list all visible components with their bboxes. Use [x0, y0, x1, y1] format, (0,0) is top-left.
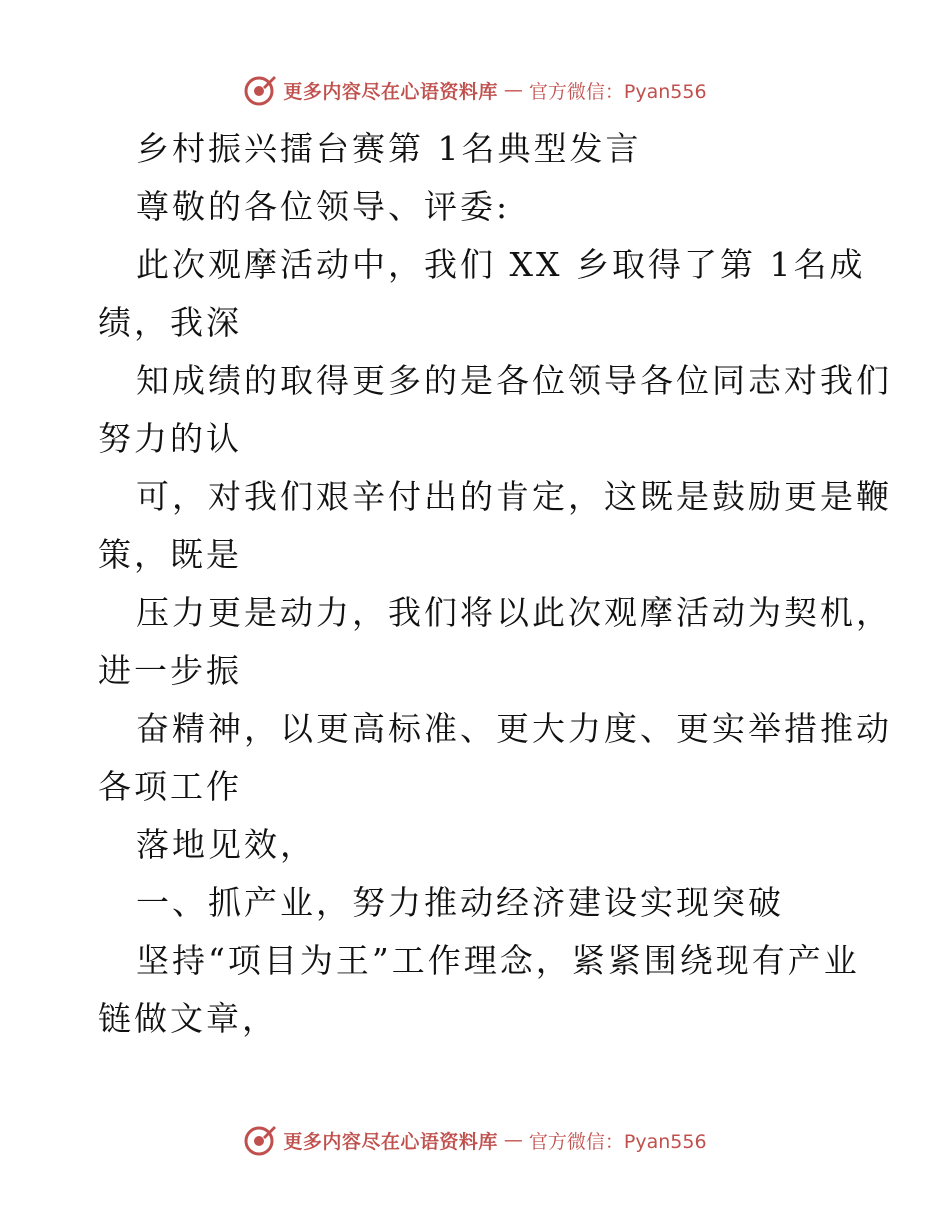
body-line: 策，既是: [98, 535, 242, 574]
watermark-brand-text: 更多内容尽在心语资料库: [283, 80, 498, 103]
body-line: 绩，我深: [98, 303, 242, 342]
body-line: 压力更是动力，我们将以此次观摩活动为契机，: [136, 593, 892, 632]
watermark-dash: —: [503, 1129, 523, 1151]
body-line: 落地见效，: [136, 825, 316, 864]
red-circle-pen-icon: [243, 1123, 277, 1157]
watermark-wechat-text: 官方微信：Pyan556: [528, 1130, 707, 1153]
body-line: 各项工作: [98, 767, 242, 806]
watermark-dash: —: [503, 79, 523, 101]
footer-watermark: [0, 1120, 950, 1160]
document-body: [98, 120, 892, 1048]
header-watermark: [0, 70, 950, 110]
body-line: 此次观摩活动中，我们 XX 乡取得了第 1名成: [136, 245, 866, 284]
body-line: 奋精神，以更高标准、更大力度、更实举措推动: [136, 709, 892, 748]
body-line: 坚持“项目为王”工作理念，紧紧围绕现有产业: [136, 941, 860, 980]
section-heading: 一、抓产业，努力推动经济建设实现突破: [136, 883, 784, 922]
watermark-wechat-text: 官方微信：Pyan556: [528, 80, 707, 103]
body-line: 努力的认: [98, 419, 242, 458]
document-title: 乡村振兴擂台赛第 1名典型发言: [136, 129, 642, 168]
body-line: 可，对我们艰辛付出的肯定，这既是鼓励更是鞭: [136, 477, 892, 516]
red-circle-pen-icon: [243, 73, 277, 107]
watermark-brand-text: 更多内容尽在心语资料库: [283, 1130, 498, 1153]
body-line: 进一步振: [98, 651, 242, 690]
salutation: 尊敬的各位领导、评委:: [136, 187, 511, 226]
body-line: 链做文章，: [98, 999, 278, 1038]
body-line: 知成绩的取得更多的是各位领导各位同志对我们: [136, 361, 892, 400]
